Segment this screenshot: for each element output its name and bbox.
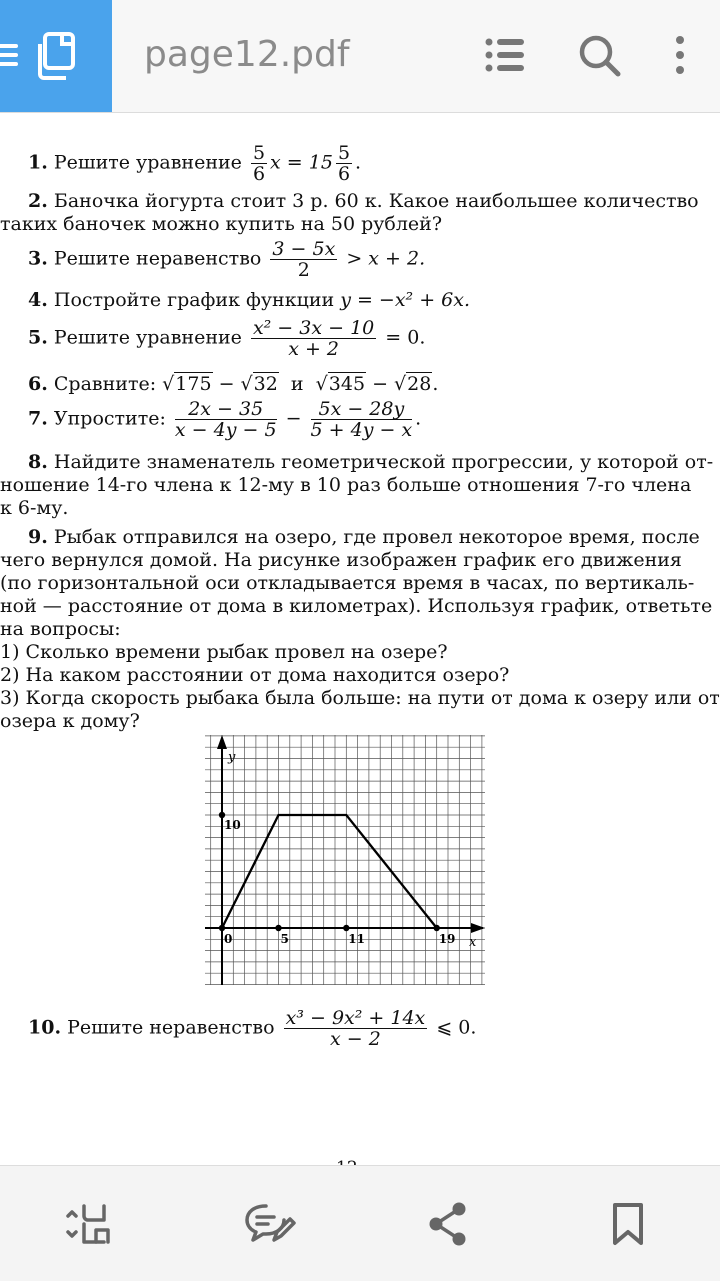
- reflow-icon[interactable]: [66, 1202, 112, 1246]
- problem-8-line2: ношение 14-го члена к 12-му в 10 раз больше отношения 7-го члена: [0, 474, 692, 496]
- problem-9-line5: на вопросы:: [0, 618, 121, 640]
- y-axis-label: y: [228, 750, 236, 765]
- x-tick-point: [343, 925, 349, 931]
- more-vertical-icon[interactable]: [672, 34, 688, 76]
- y-tick-label: 10: [224, 818, 241, 832]
- pdf-page[interactable]: [0, 113, 720, 1165]
- top-toolbar: [0, 0, 720, 113]
- app-menu-area[interactable]: [0, 0, 112, 112]
- bookmark-icon[interactable]: [612, 1202, 644, 1246]
- x-axis-arrow: [471, 923, 485, 933]
- x-tick-point: [275, 925, 281, 931]
- problem-2: 2. Баночка йогурта стоит 3 р. 60 к. Какое наибольшее количество: [28, 190, 699, 212]
- problem-9-line2: чего вернулся домой. На рисунке изображен график его движения: [0, 549, 682, 571]
- problem-3: 3. Решите неравенство $\frac{3 - 5x}{2}$ > x + 2.: [28, 238, 426, 281]
- problem-9: 9. Рыбак отправился на озеро, где провел некоторое время, после: [28, 526, 700, 548]
- search-icon[interactable]: [578, 34, 622, 78]
- problem-10: 10. Решите неравенство $\frac{\text{x³ − 9x² + 14x}}{x - 2}$ ⩽ 0.: [28, 1007, 477, 1050]
- document-icon[interactable]: [36, 32, 78, 80]
- document-title: page12.pdf: [144, 34, 350, 75]
- x-axis-label: x: [469, 935, 477, 950]
- x-tick-label: 19: [438, 932, 456, 946]
- problem-9-line3: (по горизонтальной оси откладывается время в часах, по вертикаль-: [0, 572, 695, 594]
- bottom-toolbar: [0, 1165, 720, 1281]
- problem-6: 6. Сравните: √175 − √32 и √345 − √28.: [28, 373, 439, 395]
- y-axis-arrow: [217, 735, 227, 749]
- problem-9-question-3: 3) Когда скорость рыбака была больше: на пути от дома к озеру или от: [0, 687, 720, 709]
- list-icon[interactable]: [484, 34, 526, 76]
- problem-4: 4. Постройте график функции y = −x² + 6x.: [28, 289, 471, 311]
- problem-8: 8. Найдите знаменатель геометрической прогрессии, у которой от-: [28, 451, 714, 473]
- problem-1: 1. Решите уравнение $\frac{5}{6}$ x = 15 $\frac{5}{6}$ .: [28, 142, 362, 185]
- distance-time-graph: [205, 735, 490, 987]
- share-icon[interactable]: [428, 1202, 468, 1246]
- problem-9-question-2: 2) На каком расстоянии от дома находится озеро?: [0, 664, 510, 686]
- problem-8-line3: к 6-му.: [0, 497, 69, 519]
- x-tick-point: [434, 925, 440, 931]
- x-tick-label: 0: [224, 932, 233, 946]
- problem-2-line2: таких баночек можно купить на 50 рублей?: [0, 213, 443, 235]
- x-tick-label: 5: [280, 932, 289, 946]
- x-tick-point: [219, 925, 225, 931]
- problem-7: 7. Упростите: $\frac{2x - 35}{x - 4y - 5}$ − $\frac{5x - 28y}{5 + 4y - x}$ .: [28, 398, 422, 441]
- problem-9-line4: ной — расстояние от дома в километрах). Используя график, ответьте: [0, 595, 713, 617]
- menu-icon[interactable]: [0, 44, 18, 66]
- x-tick-label: 11: [348, 932, 366, 946]
- problem-5: 5. Решите уравнение $\frac{\text{x² − 3x − 10}}{x + 2}$ = 0.: [28, 317, 426, 360]
- comment-icon[interactable]: [244, 1202, 296, 1246]
- problem-9-question-1: 1) Сколько времени рыбак провел на озере?: [0, 641, 448, 663]
- problem-9-question-3-cont: озера к дому?: [0, 710, 140, 732]
